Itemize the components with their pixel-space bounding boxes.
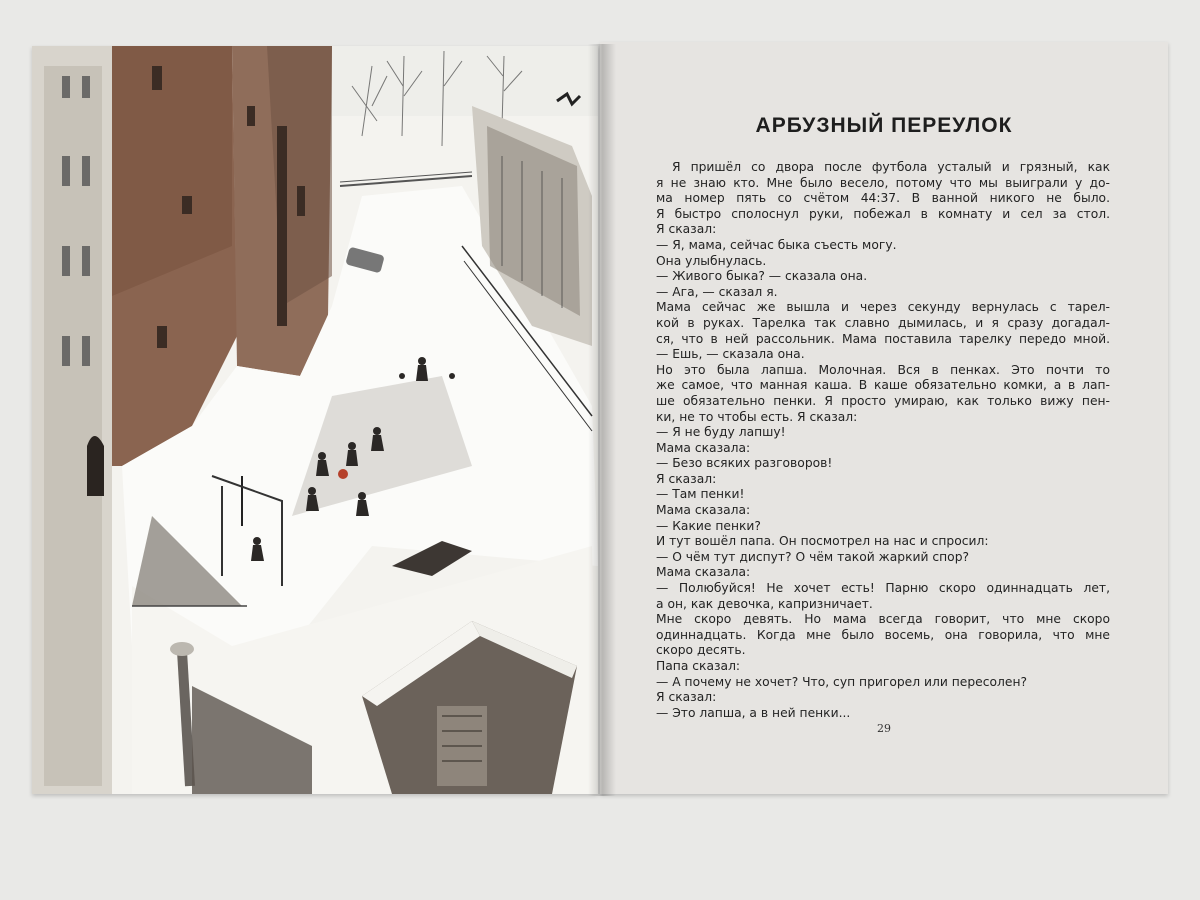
text-line: — Ешь, — сказала она. (656, 347, 805, 362)
text-line: ше обязательно пенки. Я просто умираю, как только вижу пен- (656, 393, 1110, 408)
text-line: — Я не буду лапшу! (656, 425, 786, 440)
text-line: ма номер пять со счётом 44:37. В ванной никого не было. (656, 191, 1110, 206)
text-line: — Ага, — сказал я. (656, 284, 778, 299)
text-line: Я пришёл со двора после футбола усталый и грязный, как (672, 160, 1110, 174)
page-number: 29 (877, 722, 891, 735)
text-line: же самое, что манная каша. В каше обязательно комки, а в лап- (656, 378, 1110, 393)
text-line: Я сказал: (656, 690, 717, 705)
text-line: Мама сказала: (656, 440, 751, 455)
right-page (600, 42, 1168, 794)
left-page (32, 46, 598, 794)
text-line: — Там пенки! (656, 487, 745, 502)
text-line: Мама сказала: (656, 565, 751, 580)
text-line: Я быстро сполоснул руки, побежал в комнату и сел за стол. (656, 206, 1110, 221)
text-line: Но это была лапша. Молочная. Вся в пенках. Это почти то (656, 362, 1110, 377)
courtyard-illustration (32, 46, 598, 794)
text-line: Я сказал: (656, 222, 717, 237)
text-line: — А почему не хочет? Что, суп пригорел или пересолен? (656, 674, 1028, 689)
text-line: И тут вошёл папа. Он посмотрел на нас и спросил: (656, 534, 989, 549)
text-line: Мне скоро девять. Но мама всегда говорит, что мне скоро (656, 612, 1110, 627)
text-line: я не знаю кто. Мне было весело, потому что мы выиграли у до- (656, 175, 1110, 190)
text-line: — Безо всяких разговоров! (656, 456, 833, 471)
text-line: — О чём тут диспут? О чём такой жаркий спор? (656, 549, 970, 564)
text-line: — Какие пенки? (656, 518, 761, 533)
text-line: ки, не то чтобы есть. Я сказал: (656, 409, 858, 424)
text-line: — Полюбуйся! Не хочет есть! Парню скоро одиннадцать лет, (656, 581, 1110, 596)
text-line: Мама сейчас же вышла и через секунду вернулась с тарел- (656, 300, 1110, 315)
text-line: Мама сказала: (656, 503, 751, 518)
text-line: Папа сказал: (656, 659, 741, 673)
text-line: ся, что в ней рассольник. Мама поставила тарелку передо мной. (656, 331, 1110, 346)
text-line: кой в руках. Тарелка так славно дымилась, и я сразу догадал- (656, 315, 1110, 330)
text-line: скоро десять. (656, 643, 746, 658)
text-line: — Это лапша, а в ней пенки... (656, 705, 851, 720)
book-spread (32, 40, 1168, 796)
text-line: одиннадцать. Когда мне было восемь, она говорила, что мне (656, 627, 1110, 642)
text-line: а он, как девочка, капризничает. (656, 596, 873, 611)
text-line: — Я, мама, сейчас быка съесть могу. (656, 237, 897, 252)
text-line: Я сказал: (656, 471, 717, 486)
text-line: — Живого быка? — сказала она. (656, 269, 868, 284)
story-text (656, 160, 1110, 721)
chapter-title: АРБУЗНЫЙ ПЕРЕУЛОК (755, 114, 1013, 137)
text-line: Она улыбнулась. (656, 253, 767, 268)
